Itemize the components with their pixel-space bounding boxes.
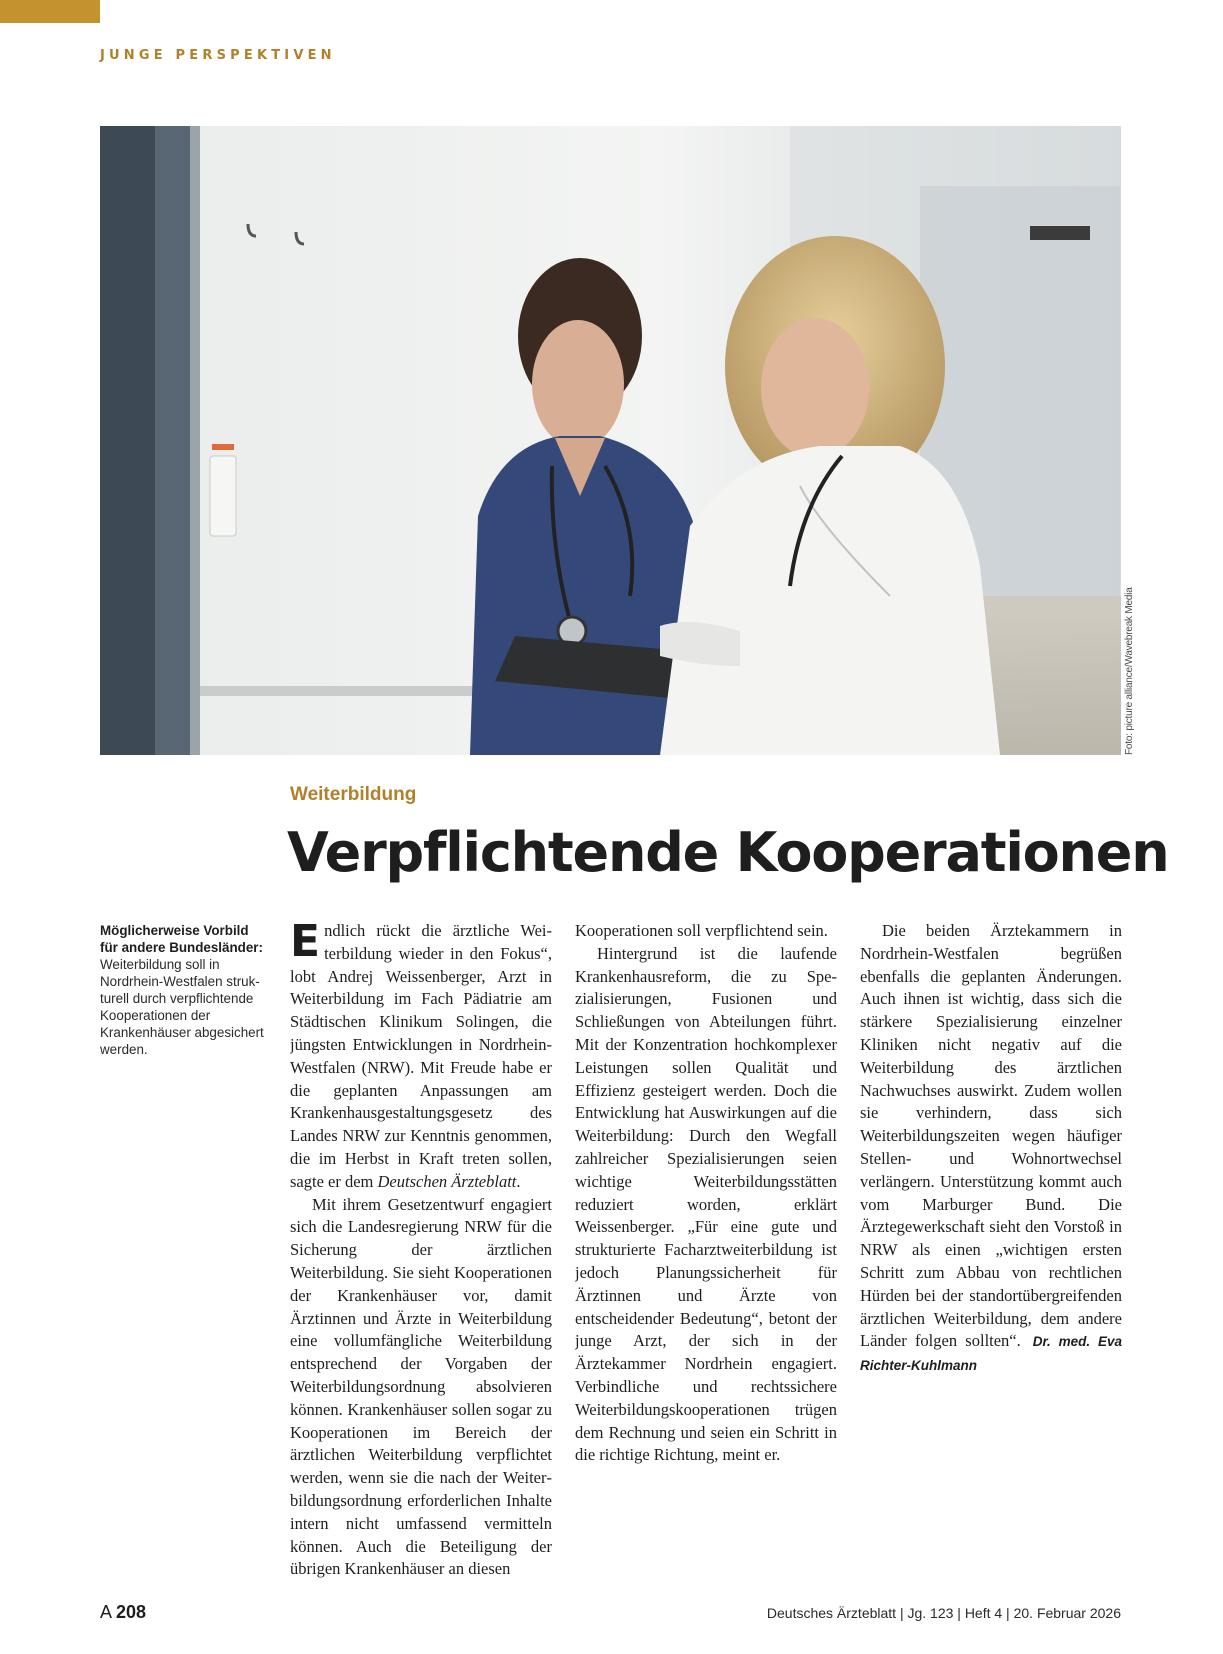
paragraph-2 (290, 1194, 552, 1580)
article-kicker: Weiterbildung (290, 784, 417, 805)
paragraph-1-text: ndlich rückt die ärztliche Weiterbildung wieder in den Fokus“, lobt Andrej Weissenberger, Arzt in Weiterbildung im Fach Pädiatrie am Städtischen Klinikum Solingen, die jüngsten Entwicklungen in Nordrhein-Westfalen (NRW). Mit Freude habe er die geplanten Anpassungen am Krankenhausgestaltungsgesetz des Landes NRW zur Kenntnis genommen, die im Herbst in Kraft treten sollen, sagte er dem (290, 921, 552, 1191)
page-number (100, 1602, 146, 1623)
article-column-3 (860, 920, 1122, 1580)
caption-text: Weiterbildung soll in Nordrhein-Westfalen strukturell durch verpflichtende Kooperationen der Krankenhäuser abgesichert werden. (100, 957, 264, 1057)
caption-lead: Möglicherweise Vorbild für andere Bundesländer: (100, 923, 263, 955)
article-column-1 (290, 920, 552, 1580)
paragraph-3 (575, 943, 837, 1467)
page-number-value: 208 (116, 1602, 147, 1622)
article-photo (100, 126, 1121, 755)
photo-credit: Foto: picture alliance/Wavebreak Media (1124, 587, 1135, 755)
article-column-2 (575, 920, 837, 1580)
footer-journal: Deutsches Ärzteblatt | Jg. 123 | Heft 4 | 20. Februar 2026 (766, 1605, 1121, 1621)
paragraph-1-end: . (516, 1171, 521, 1191)
paragraph-1 (290, 920, 552, 1194)
paragraph-3-text: Hintergrund ist die laufende Krankenhausreform, die zu Spezialisierungen, Fusionen und Schließungen von Abteilungen führt. Mit der Konzentration hochkomplexer Leistungen sollen Qualität und Effizienz gesteigert werden. Doch die Entwicklung hat Auswirkungen auf die Weiterbildung: Durch den Wegfall zahlreicher Spezialisierungen seien wichtige Weiterbildungsstätten reduziert worden, erklärt Weissenberger. „Für eine gute und strukturierte Facharztweiterbildung ist jedoch Planungssicherheit für Ärztinnen und Ärzte von entscheidender Bedeutung“, betont der junge Arzt, der sich in der Ärztekammer Nordrhein engagiert. Verbindliche und rechtssichere Weiterbildungskooperationen trügen dem Rechnung und seien ein Schritt in die richtige Richtung, meint er. (575, 943, 837, 1465)
accent-bar (0, 0, 100, 23)
paragraph-4-text: Die beiden Ärztekammern in Nordrhein-Westfalen begrüßen ebenfalls die geplanten Änderungen. Auch ihnen ist wichtig, dass sich die stärkere Spezialisierung einzelner Kliniken nicht negativ auf die Weiterbildung des ärztlichen Nachwuchses auswirkt. Zudem wollen sie verhindern, dass sich Weiterbildungszeiten wegen häufiger Stellen- und Wohnortwechsel verlängern. Unterstützung kommt auch vom Marburger Bund. Die Ärztegewerkschaft sieht den Vorstoß in NRW als einen „wichtigen ersten Schritt zum Abbau von rechtlichen Hürden bei der standortübergreifenden ärztlichen Weiterbildung, dem andere Länder folgen sollten“. (860, 921, 1122, 1351)
paragraph-2-text: Mit ihrem Gesetzentwurf engagiert sich die Landesregierung NRW für die Sicherung der ärztlichen Weiterbildung. Sie sieht Kooperationen der Krankenhäuser vor, damit Ärztinnen und Ärzte in Weiterbildung eine vollumfängliche Weiterbildung entsprechend der Vorgaben der Weiterbildungsordnung absolvieren können. Krankenhäuser sollen sogar zu Kooperationen im Bereich der ärztlichen Weiterbildung verpflichtet werden, wenn sie die nach der Weiterbildungsordnung erforderlichen Inhalte intern nicht umfassend vermitteln können. Auch die Beteiligung der übrigen Krankenhäuser an diesen (290, 1194, 552, 1579)
dropcap: E (290, 920, 321, 967)
paragraph-continued: Kooperationen soll verpflichtend sein. (575, 921, 828, 940)
section-label: JUNGE PERSPEKTIVEN (100, 48, 336, 63)
author: Dr. med. Eva Richter-Kuhlmann (860, 1334, 1122, 1374)
photo-caption (100, 922, 268, 1058)
source-name: Deutschen Ärzteblatt (377, 1171, 517, 1191)
article-title: Verpflichtende Kooperationen (287, 821, 1169, 884)
page-prefix: A (100, 1602, 112, 1622)
paragraph-4 (860, 920, 1122, 1378)
